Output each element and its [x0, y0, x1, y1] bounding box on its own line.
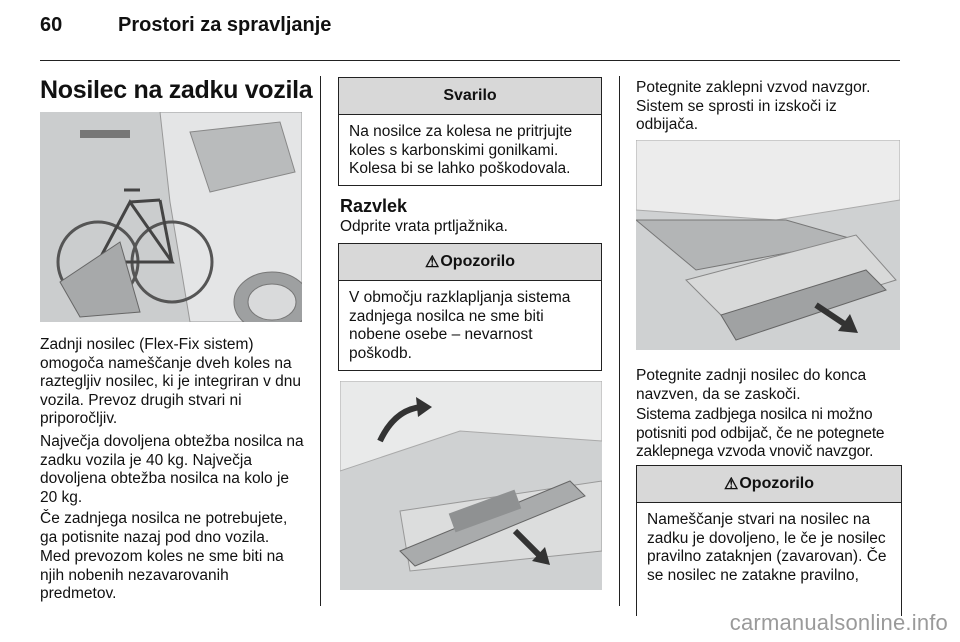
warning-box	[338, 243, 602, 371]
subsection-title: Razvlek	[340, 196, 408, 216]
caution-box-text: Na nosilce za kolesa ne pritrjujte koles s karbonskimi gonilkami. Kolesa bi se lahko poškodovala.	[349, 123, 573, 177]
tailgate-illustration	[340, 381, 602, 590]
col3-paragraph-2: Potegnite zadnji nosilec do konca navzven, da se zaskoči.	[636, 367, 867, 403]
warning-box-2-title: Opozorilo	[739, 475, 814, 492]
watermark: carmanualsonline.info	[729, 610, 948, 635]
bike-carrier-drawing	[40, 112, 302, 322]
warning-box-2-header	[637, 466, 901, 503]
section-title: Nosilec na zadku vozila	[40, 76, 313, 104]
col3-paragraph-1: Potegnite zaklepni vzvod navzgor. Sistem se sprosti in izskoči iz odbijača.	[636, 79, 871, 133]
warning-icon: ⚠	[425, 254, 440, 271]
carrier-release-illustration	[636, 140, 900, 350]
warning-box-2-text: Nameščanje stvari na nosilec na zadku je dovoljeno, le če je nosilec pravilno zataknjen (zavarovan). Če se nosilec ne zatakne pravilno,	[647, 511, 887, 584]
col1-paragraph-2: Največja dovoljena obtežba nosilca na zadku vozila je 40 kg. Največja dovoljena obtežba nosilca na kolo je 20 kg.	[40, 433, 304, 506]
page-header-title: Prostori za spravljanje	[118, 14, 332, 36]
col1-paragraph-4: Med prevozom koles ne sme biti na njih nobenih nezavarovanih predmetov.	[40, 548, 284, 602]
caution-box-title: Svarilo	[339, 78, 601, 115]
header-divider	[40, 60, 900, 61]
warning-icon: ⚠	[724, 476, 739, 493]
page-number: 60	[40, 14, 63, 36]
col1-paragraph-1: Zadnji nosilec (Flex-Fix sistem) omogoča nameščanje dveh koles na raztegljiv nosilec, ki je integriran v dnu vozila. Prevoz drugih stvari ni priporočljiv.	[40, 336, 302, 427]
warning-box-text: V območju razklapljanja sistema zadnjega nosilca ne sme biti nobene osebe – nevarnost poškodb.	[349, 289, 571, 362]
carrier-release-drawing	[636, 140, 900, 350]
column-divider-2	[619, 76, 620, 606]
bike-carrier-illustration	[40, 112, 302, 322]
col3-paragraph-3: Sistema zadbjega nosilca ni možno potisniti pod odbijač, če ne potegnete zaklepnega vzvoda vnovič navzgor.	[636, 406, 885, 460]
caution-box	[338, 77, 602, 186]
column-divider-1	[320, 76, 321, 606]
warning-box-header	[339, 244, 601, 281]
warning-box-2	[636, 465, 902, 616]
warning-box-title: Opozorilo	[440, 253, 515, 270]
tailgate-drawing	[340, 381, 602, 590]
col1-paragraph-3: Če zadnjega nosilca ne potrebujete, ga potisnite nazaj pod dno vozila.	[40, 510, 288, 546]
subsection-text: Odprite vrata prtljažnika.	[340, 218, 508, 235]
